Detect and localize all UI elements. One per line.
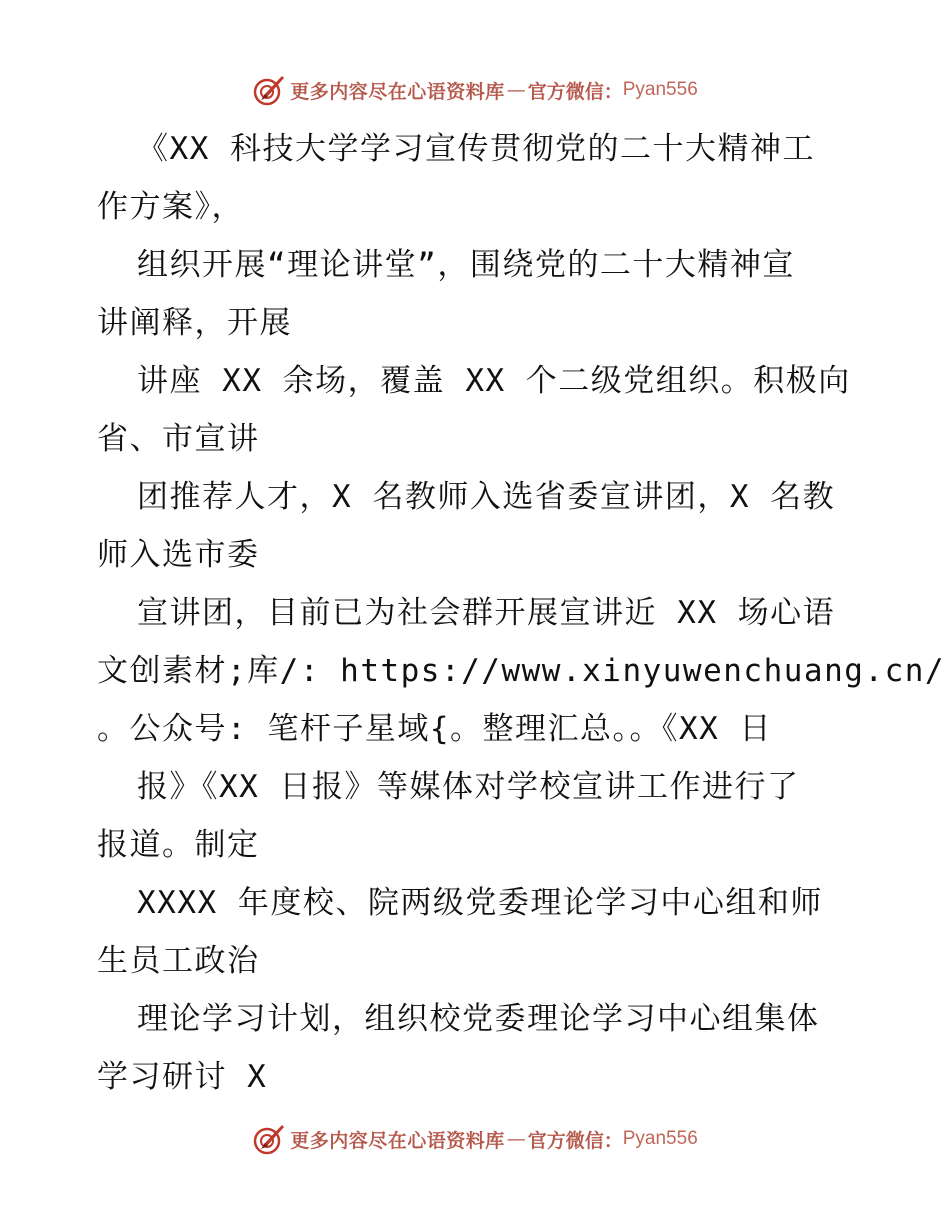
document-body (97, 120, 946, 1106)
text-line: 讲阐释，开展 (97, 305, 292, 341)
text-line: 省、市宣讲 (97, 421, 260, 457)
text-line: 讲座 XX 余场，覆盖 XX 个二级党组织。积极向 (137, 363, 851, 399)
text-line: 。公众号: 笔杆子星域{。整理汇总。。《XX 日 (97, 711, 772, 747)
text-line: 作方案》， (97, 189, 244, 225)
text-line: 《XX 科技大学学习宣传贯彻党的二十大精神工 (137, 131, 815, 167)
text-line: 团推荐人才，X 名教师入选省委宣讲团，X 名教 (137, 479, 836, 515)
text-line: 报道。制定 (97, 827, 260, 863)
banner-official-label: 官方微信： (527, 80, 623, 103)
text-line: XXXX 年度校、院两级党委理论学习中心组和师 (137, 885, 823, 921)
banner-official-label: 官方微信： (527, 1129, 623, 1152)
banner-promo-text: 更多内容尽在心语资料库 (290, 1129, 505, 1152)
text-line-link[interactable]: 文创素材;库/: https://www.xinyuwenchuang.cn/ (97, 653, 946, 689)
quill-logo-icon (252, 1122, 286, 1156)
text-line: 宣讲团，目前已为社会群开展宣讲近 XX 场心语 (137, 595, 836, 631)
banner-separator: — (506, 79, 526, 101)
footer-banner[interactable] (0, 1119, 950, 1159)
text-line: 理论学习计划，组织校党委理论学习中心组集体 (137, 1001, 820, 1037)
banner-wechat-account: Pyan556 (622, 1128, 698, 1149)
text-line: 师入选市委 (97, 537, 260, 573)
text-line: 报》《XX 日报》等媒体对学校宣讲工作进行了 (137, 769, 800, 805)
text-line: 组织开展“理论讲堂”，围绕党的二十大精神宣 (137, 247, 795, 283)
text-line: 学习研讨 X (97, 1059, 268, 1095)
header-banner[interactable] (0, 70, 950, 110)
text-line: 生员工政治 (97, 943, 260, 979)
banner-separator: — (506, 1128, 526, 1150)
banner-wechat-account: Pyan556 (622, 79, 698, 100)
quill-logo-icon (252, 73, 286, 107)
banner-promo-text: 更多内容尽在心语资料库 (290, 80, 505, 103)
